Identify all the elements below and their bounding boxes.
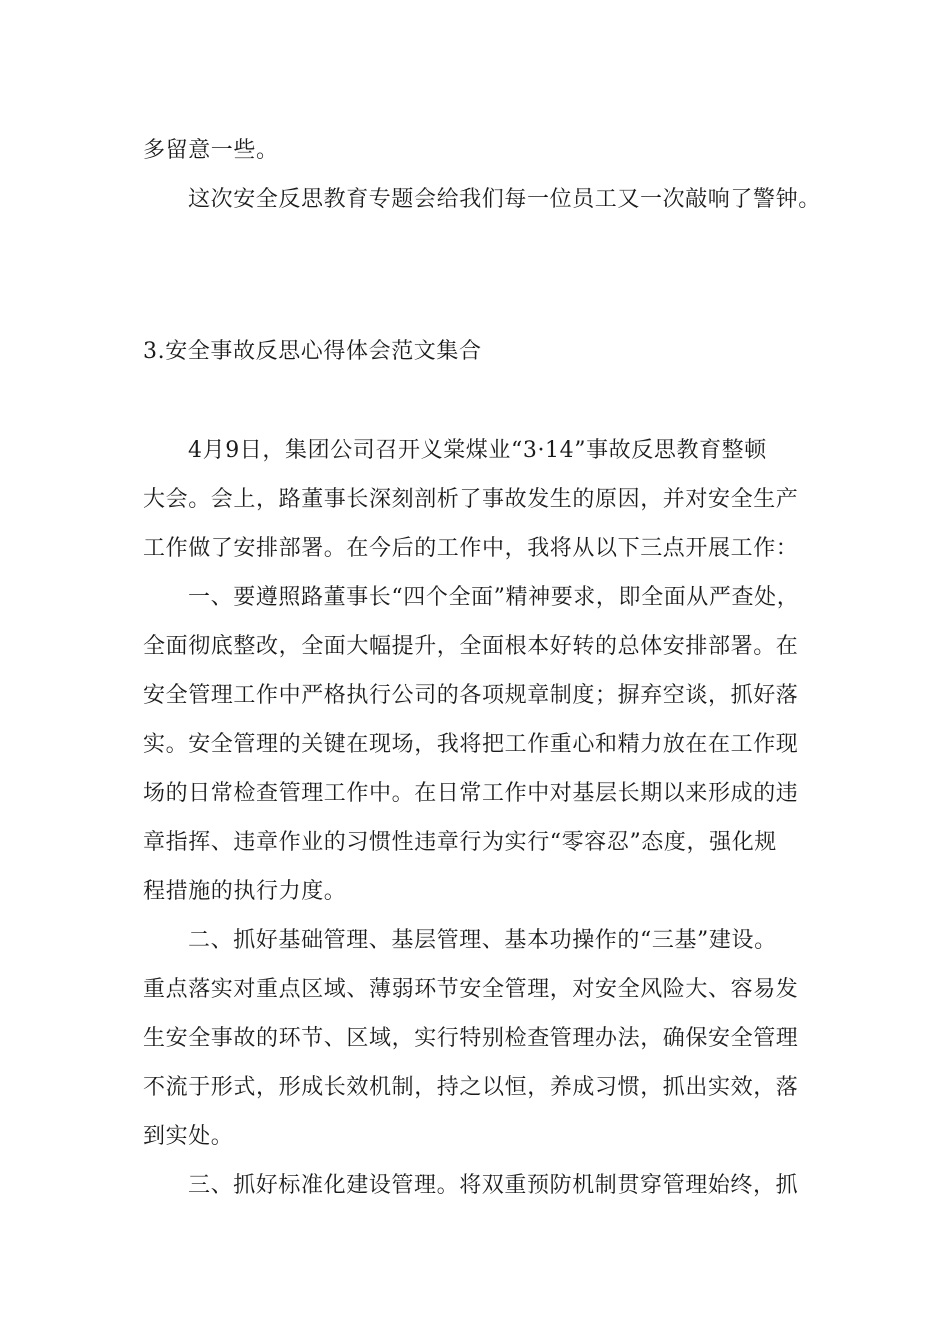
intro-line-2: 这次安全反思教育专题会给我们每一位员工又一次敲响了警钟。 bbox=[188, 187, 821, 212]
point1-line-2: 全面彻底整改，全面大幅提升，全面根本好转的总体安排部署。在 bbox=[143, 634, 799, 659]
opening-line-2: 大会。会上，路董事长深刻剖析了事故发生的原因，并对安全生产 bbox=[143, 487, 799, 512]
point2-line-5: 到实处。 bbox=[143, 1124, 234, 1149]
point1-line-3: 安全管理工作中严格执行公司的各项规章制度；摒弃空谈，抓好落 bbox=[143, 683, 799, 708]
point1-line-7: 程措施的执行力度。 bbox=[143, 879, 347, 904]
point1-line-6: 章指挥、违章作业的习惯性违章行为实行“零容忍”态度，强化规 bbox=[143, 830, 777, 855]
section-heading: 3.安全事故反思心得体会范文集合 bbox=[143, 339, 482, 364]
point1-line-5: 场的日常检查管理工作中。在日常工作中对基层长期以来形成的违 bbox=[143, 781, 799, 806]
point1-line-1: 一、要遵照路董事长“四个全面”精神要求，即全面从严查处， bbox=[188, 585, 800, 610]
opening-line-3: 工作做了安排部署。在今后的工作中，我将从以下三点开展工作： bbox=[143, 536, 799, 561]
point3-line-1: 三、抓好标准化建设管理。将双重预防机制贯穿管理始终，抓 bbox=[188, 1173, 799, 1198]
opening-line-1: 4月9日，集团公司召开义棠煤业“3·14”事故反思教育整顿 bbox=[188, 438, 767, 463]
point2-line-2: 重点落实对重点区域、薄弱环节安全管理，对安全风险大、容易发 bbox=[143, 977, 799, 1002]
point1-line-4: 实。安全管理的关键在现场，我将把工作重心和精力放在在工作现 bbox=[143, 732, 799, 757]
intro-line-1: 多留意一些。 bbox=[143, 138, 279, 163]
point2-line-1: 二、抓好基础管理、基层管理、基本功操作的“三基”建设。 bbox=[188, 928, 777, 953]
point2-line-3: 生安全事故的环节、区域，实行特别检查管理办法，确保安全管理 bbox=[143, 1026, 799, 1051]
point2-line-4: 不流于形式，形成长效机制，持之以恒，养成习惯，抓出实效，落 bbox=[143, 1075, 799, 1100]
